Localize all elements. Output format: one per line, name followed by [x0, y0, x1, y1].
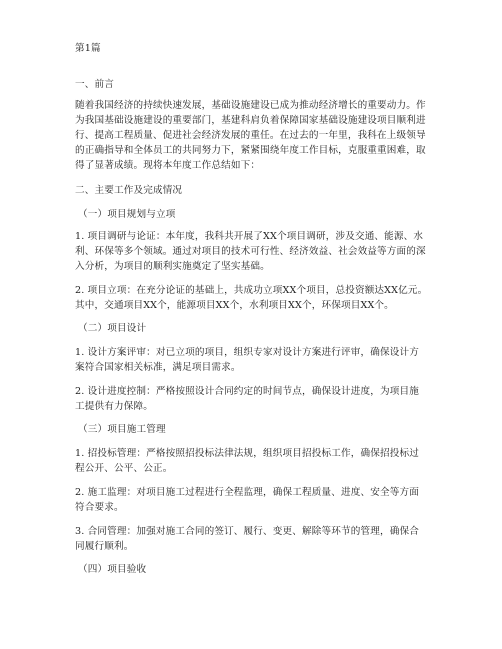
text-line: 为我国基础设施建设的重要部门，基建科肩负着保障国家基础设施建设项目顺利进: [75, 115, 426, 126]
subsection-title-acceptance: （四）项目验收: [78, 564, 147, 575]
text-line: 1. 设计方案评审：对已立项的项目，组织专家对设计方案进行评审，确保设计方: [75, 347, 419, 358]
text-line: 1. 项目调研与论证：本年度，我科共开展了XX个项目调研，涉及交通、能源、水: [75, 231, 424, 242]
text-line: 的正确指导和全体员工的共同努力下，紧紧围绕年度工作目标，克服重重困难，取: [75, 145, 426, 156]
design-paragraph-2: [75, 384, 435, 414]
preface-paragraph: [75, 98, 435, 173]
section-title-main-work: 二、主要工作及完成情况: [75, 185, 183, 196]
design-paragraph-1: [75, 345, 435, 375]
text-line: 入分析，为项目的顺利实施奠定了坚实基础。: [75, 261, 270, 272]
construction-paragraph-2: [75, 485, 435, 515]
text-line: 工提供有力保障。: [75, 401, 153, 412]
text-line: 3. 合同管理：加强对施工合同的签订、履行、变更、解除等环节的管理，确保合: [75, 526, 419, 537]
text-line: 得了显著成绩。现将本年度工作总结如下：: [75, 160, 261, 171]
planning-paragraph-1: [75, 229, 435, 274]
subsection-title-planning: （一）项目规划与立项: [78, 209, 176, 220]
text-line: 1. 招投标管理：严格按照招投标法律法规，组织项目招投标工作，确保招投标过: [75, 448, 419, 459]
subsection-title-design: （二）项目设计: [78, 323, 147, 334]
planning-paragraph-2: [75, 283, 435, 313]
text-line: 随着我国经济的持续快速发展，基础设施建设已成为推动经济增长的重要动力。作: [75, 100, 426, 111]
text-line: 行、提高工程质量、促进社会经济发展的重任。在过去的一年里，我科在上级领导: [75, 130, 426, 141]
text-line: 案符合国家相关标准，满足项目需求。: [75, 362, 241, 373]
text-line: 2. 项目立项：在充分论证的基础上，共成功立项XX个项目，总投资额达XX亿元。: [75, 285, 428, 296]
section-title-preface: 一、前言: [75, 79, 114, 90]
subsection-title-construction: （三）项目施工管理: [78, 424, 166, 435]
text-line: 利、环保等多个领域。通过对项目的技术可行性、经济效益、社会效益等方面的深: [75, 246, 426, 257]
text-line: 其中，交通项目XX个，能源项目XX个，水利项目XX个，环保项目XX个。: [75, 300, 394, 311]
text-line: 程公开、公平、公正。: [75, 463, 173, 474]
construction-paragraph-3: [75, 524, 435, 554]
text-line: 2. 设计进度控制：严格按照设计合同约定的时间节点，确保设计进度，为项目施: [75, 386, 419, 397]
construction-paragraph-1: [75, 446, 435, 476]
text-line: 2. 施工监理：对项目施工过程进行全程监理，确保工程质量、进度、安全等方面: [75, 487, 419, 498]
page-label: 第1篇: [75, 43, 101, 54]
text-line: 符合要求。: [75, 502, 124, 513]
text-line: 同履行顺利。: [75, 541, 134, 552]
